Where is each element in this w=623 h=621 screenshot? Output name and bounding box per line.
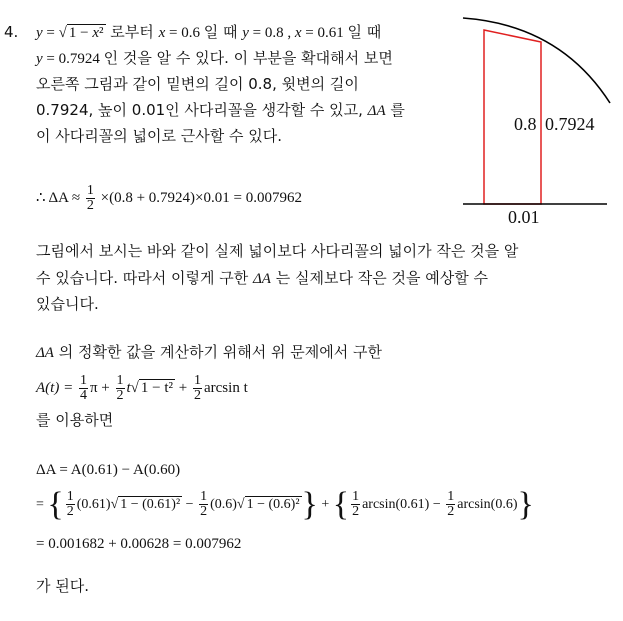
paragraph-3-line-1: ΔA 의 정확한 값을 계산하기 위해서 위 문제에서 구한 — [36, 343, 382, 361]
right-side-label: 0.7924 — [545, 114, 595, 134]
paragraph-line-3: 오른쪽 그림과 같이 밑변의 길이 0.8, 윗변의 길이 — [36, 75, 359, 93]
paragraph-line-2: y = 0.7924 인 것을 알 수 있다. 이 부분을 확대해서 보면 — [36, 49, 393, 67]
problem-number: 4. — [4, 23, 19, 41]
paragraph-2-line-2: 수 있습니다. 따라서 이렇게 구한 ΔA 는 실제보다 작은 것을 예상할 수 — [36, 269, 488, 287]
left-side-label: 0.8 — [514, 114, 537, 134]
approximation-equation: ∴ ΔA ≈ $\frac{1}{2}$ ×(0.8 + 0.7924)×0.01 = 0.007962 — [36, 183, 302, 214]
area-formula: A(t) = $\frac{1}{4}$ π + $\frac{1}{2}$ t√ 1 − t² + $\frac{1}{2}$ arcsin t — [36, 373, 248, 404]
paragraph-line-1: y = √ 1 − x² 로부터 x = 0.6 일 때 y = 0.8 , x = 0.61 일 때 — [36, 23, 382, 41]
result-equation: = 0.001682 + 0.00628 = 0.007962 — [36, 536, 242, 552]
paragraph-line-4: 0.7924, 높이 0.01인 사다리꼴을 생각할 수 있고, ΔA 를 — [36, 101, 405, 119]
height-label: 0.01 — [508, 207, 540, 227]
paragraph-2-line-1: 그림에서 보시는 바와 같이 실제 넓이보다 사다리꼴의 넓이가 작은 것을 알 — [36, 242, 519, 260]
expanded-equation: = { $\frac{1}{2}$ (0.61)√ 1 − (0.61)² − $\frac{1}{2}$ (0.6)√ 1 − (0.6)²} + { $\frac{1}{2}$ arcsin(0.61) − $\frac{1}{2}$ arcsin(0.6)} — [36, 485, 534, 523]
delta-equation: ΔA = A(0.61) − A(0.60) — [36, 462, 181, 478]
closing-text: 가 된다. — [36, 577, 90, 595]
paragraph-3-line-3: 를 이용하면 — [36, 411, 114, 429]
paragraph-line-5: 이 사다리꼴의 넓이로 근사할 수 있다. — [36, 127, 282, 145]
paragraph-2-line-3: 있습니다. — [36, 295, 99, 313]
